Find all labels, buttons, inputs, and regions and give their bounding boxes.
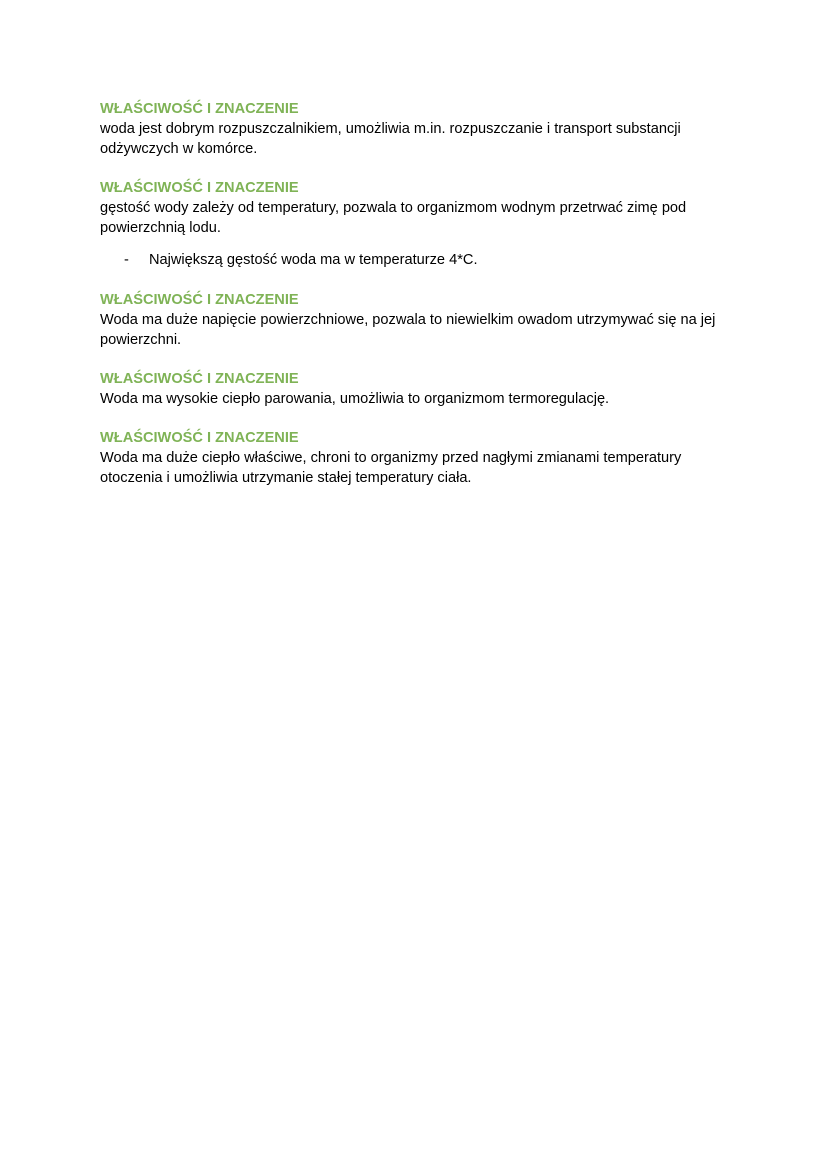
section-text: woda jest dobrym rozpuszczalnikiem, umożliwia m.in. rozpuszczanie i transport substancji odżywczych w komórce. bbox=[100, 121, 681, 157]
property-section-heat-of-vaporization bbox=[100, 369, 730, 409]
document-page bbox=[100, 99, 730, 507]
section-text: gęstość wody zależy od temperatury, pozwala to organizmom wodnym przetrwać zimę pod powierzchnią lodu. bbox=[100, 200, 687, 236]
section-text: Woda ma duże ciepło właściwe, chroni to organizmy przed nagłymi zmianami temperatury otoczenia i umożliwia utrzymanie stałej temperatury ciała. bbox=[100, 450, 682, 486]
section-heading: WŁAŚCIWOŚĆ I ZNACZENIE bbox=[100, 292, 299, 308]
property-section-surface-tension bbox=[100, 290, 730, 350]
property-section-solvent bbox=[100, 99, 730, 159]
section-heading: WŁAŚCIWOŚĆ I ZNACZENIE bbox=[100, 101, 299, 117]
list-item bbox=[100, 250, 730, 270]
section-heading: WŁAŚCIWOŚĆ I ZNACZENIE bbox=[100, 180, 299, 196]
property-section-density bbox=[100, 178, 730, 270]
section-heading: WŁAŚCIWOŚĆ I ZNACZENIE bbox=[100, 371, 299, 387]
section-text: Woda ma duże napięcie powierzchniowe, pozwala to niewielkim owadom utrzymywać się na jej powierzchni. bbox=[100, 312, 716, 348]
bullet-list bbox=[100, 250, 730, 270]
section-text: Woda ma wysokie ciepło parowania, umożliwia to organizmom termoregulację. bbox=[100, 391, 610, 407]
section-heading: WŁAŚCIWOŚĆ I ZNACZENIE bbox=[100, 430, 299, 446]
property-section-specific-heat bbox=[100, 428, 730, 488]
bullet-text: Największą gęstość woda ma w temperaturze 4*C. bbox=[149, 252, 478, 268]
bullet-marker: - bbox=[124, 252, 129, 268]
